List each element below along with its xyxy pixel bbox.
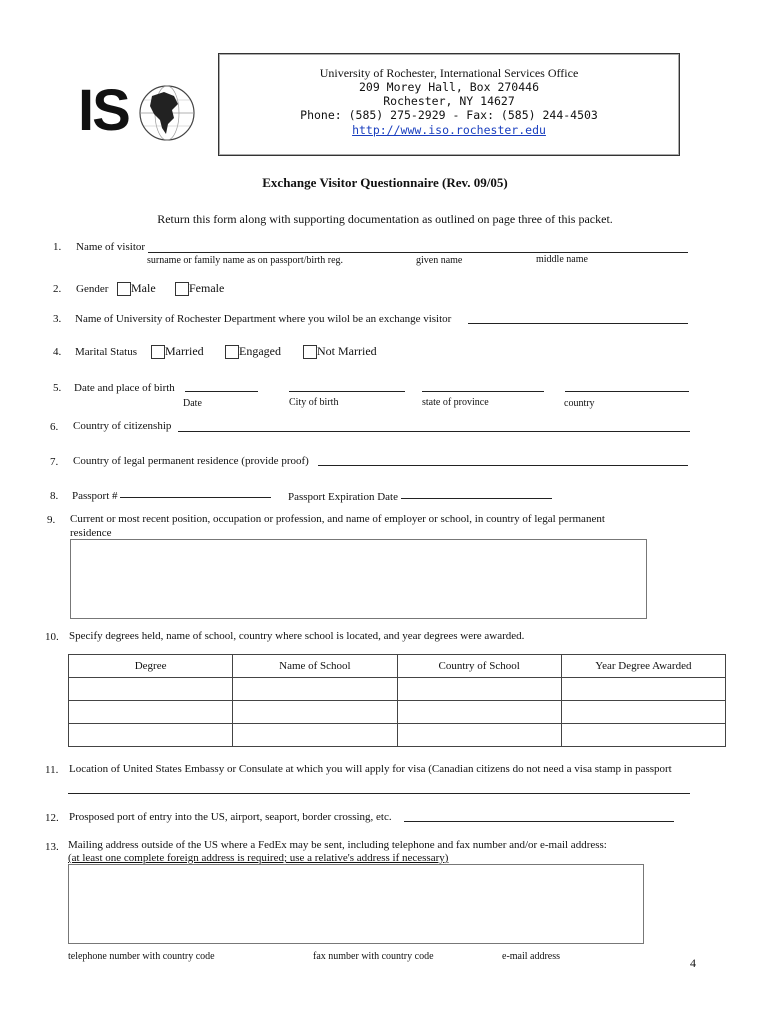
q11-number: 11. (45, 764, 59, 776)
iso-logo (78, 78, 129, 143)
table-row (69, 724, 726, 747)
birth-country-field[interactable] (565, 391, 689, 392)
address-line-1: 209 Morey Hall, Box 270446 (358, 80, 539, 94)
residence-field[interactable] (318, 465, 688, 466)
q1-label: Name of visitor (76, 241, 146, 253)
table-cell[interactable] (69, 724, 233, 747)
q11-label: Location of United States Embassy or Consulate at which you will apply for visa (Canadian citizens do not need a visa stamp in passport (69, 763, 672, 775)
q1-sub-surname: surname or family name as on passport/birth reg. (147, 255, 344, 266)
q13-label: Mailing address outside of the US where a FedEx may be sent, including telephone and fax number and/or e-mail address: (68, 839, 607, 851)
logo-text: IS (78, 78, 129, 143)
q13-sub-email: e-mail address (502, 951, 561, 962)
not-married-label: Not Married (317, 344, 377, 358)
degrees-table (68, 654, 726, 747)
org-name: University of Rochester, International Services Office (319, 66, 579, 80)
passport-number-field[interactable] (120, 497, 271, 498)
female-checkbox[interactable] (175, 282, 189, 296)
mailing-address-textarea[interactable] (68, 864, 644, 944)
passport-expiration-field[interactable] (401, 498, 552, 499)
department-field[interactable] (468, 323, 688, 324)
instructions: Return this form along with supporting documentation as outlined on page three of this packet. (157, 212, 613, 226)
engaged-checkbox[interactable] (225, 345, 239, 359)
q1-sub-given: given name (416, 255, 463, 266)
q5-sub-city: City of birth (289, 397, 339, 408)
q10-number: 10. (45, 631, 59, 643)
table-cell[interactable] (233, 724, 397, 747)
table-cell[interactable] (397, 701, 561, 724)
q9-label: Current or most recent position, occupation or profession, and name of employer or school, in country of legal permanent (70, 513, 605, 525)
q7-number: 7. (50, 456, 59, 468)
q4-number: 4. (53, 346, 62, 358)
q6-label: Country of citizenship (73, 420, 172, 432)
table-cell[interactable] (233, 678, 397, 701)
table-cell[interactable] (561, 678, 725, 701)
table-header-row (69, 655, 726, 678)
address-line-2: Rochester, NY 14627 (383, 94, 515, 108)
embassy-field[interactable] (68, 793, 690, 794)
birth-city-field[interactable] (289, 391, 405, 392)
female-label: Female (189, 281, 225, 295)
q3-number: 3. (53, 313, 62, 325)
q13-sub-fax: fax number with country code (313, 951, 434, 962)
phone-fax: Phone: (585) 275-2929 - Fax: (585) 244-4503 (300, 108, 598, 122)
q5-label: Date and place of birth (74, 382, 175, 394)
citizenship-field[interactable] (178, 431, 690, 432)
q5-number: 5. (53, 382, 62, 394)
q9-label-cont: residence (70, 527, 112, 539)
header-box (218, 53, 680, 156)
q6-number: 6. (50, 421, 59, 433)
globe-icon (138, 84, 196, 142)
page-number: 4 (690, 956, 696, 970)
page-title: Exchange Visitor Questionnaire (Rev. 09/05) (262, 175, 508, 190)
q9-number: 9. (47, 514, 56, 526)
table-cell[interactable] (69, 701, 233, 724)
port-of-entry-field[interactable] (404, 821, 674, 822)
q8-label-expiration: Passport Expiration Date (288, 491, 398, 503)
table-row (69, 678, 726, 701)
q1-sub-middle: middle name (536, 254, 588, 265)
q2-number: 2. (53, 283, 62, 295)
table-cell[interactable] (561, 724, 725, 747)
male-label: Male (131, 281, 156, 295)
col-degree: Degree (69, 655, 233, 678)
col-country: Country of School (397, 655, 561, 678)
col-year: Year Degree Awarded (561, 655, 725, 678)
q10-label: Specify degrees held, name of school, country where school is located, and year degrees were awarded. (69, 630, 525, 642)
birth-date-field[interactable] (185, 391, 258, 392)
q4-label: Marital Status (75, 346, 138, 358)
q5-sub-country: country (564, 398, 595, 409)
married-label: Married (165, 344, 204, 358)
website-link[interactable]: http://www.iso.rochester.edu (352, 123, 546, 137)
birth-state-field[interactable] (422, 391, 544, 392)
position-textarea[interactable] (70, 539, 647, 619)
male-checkbox[interactable] (117, 282, 131, 296)
married-checkbox[interactable] (151, 345, 165, 359)
not-married-checkbox[interactable] (303, 345, 317, 359)
q7-label: Country of legal permanent residence (provide proof) (73, 455, 309, 467)
q12-number: 12. (45, 812, 59, 824)
q13-sub-phone: telephone number with country code (68, 951, 215, 962)
col-school: Name of School (233, 655, 397, 678)
q8-label: Passport # (72, 490, 118, 502)
q5-sub-state: state of province (422, 397, 489, 408)
table-cell[interactable] (561, 701, 725, 724)
table-row (69, 701, 726, 724)
table-cell[interactable] (397, 678, 561, 701)
q12-label: Prosposed port of entry into the US, airport, seaport, border crossing, etc. (69, 811, 392, 823)
engaged-label: Engaged (239, 344, 281, 358)
q13-number: 13. (45, 841, 59, 853)
q3-label: Name of University of Rochester Department where you wilol be an exchange visitor (75, 313, 452, 325)
q2-label: Gender (76, 283, 109, 295)
name-field[interactable] (148, 252, 688, 253)
table-cell[interactable] (69, 678, 233, 701)
table-cell[interactable] (397, 724, 561, 747)
q1-number: 1. (53, 241, 62, 253)
q5-sub-date: Date (183, 398, 202, 409)
q13-label-cont: (at least one complete foreign address is required; use a relative's address if necessary) (68, 852, 449, 864)
q8-number: 8. (50, 490, 59, 502)
table-cell[interactable] (233, 701, 397, 724)
